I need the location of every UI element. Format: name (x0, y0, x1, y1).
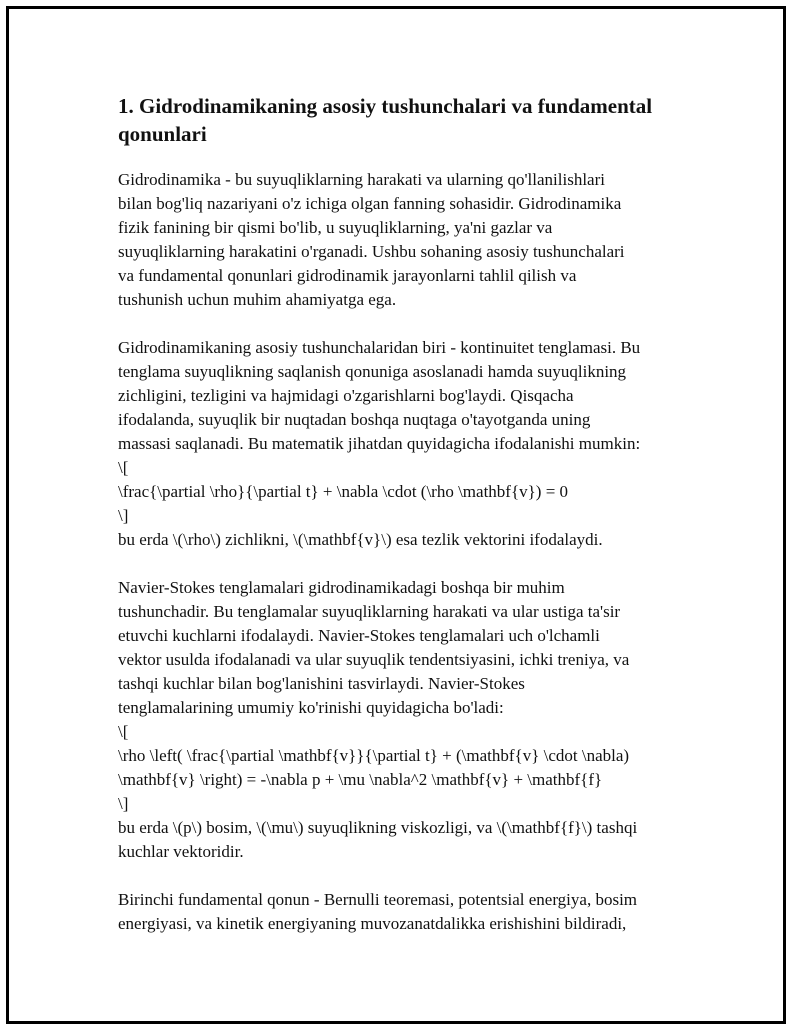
text-line: bu erda \(\rho\) zichlikni, \(\mathbf{v}\) esa tezlik vektorini ifodalaydi. (118, 530, 603, 549)
text-line: kuchlar vektoridir. (118, 842, 244, 861)
text-line: energiyasi, va kinetik energiyaning muvozanatdalikka erishishini bildiradi, (118, 914, 627, 933)
paragraph-navier-stokes (118, 576, 692, 864)
paragraph-bernoulli (118, 888, 692, 936)
text-line: Gidrodinamikaning asosiy tushunchalaridan biri - kontinuitet tenglamasi. Bu (118, 338, 641, 357)
heading-line: qonunlari (118, 122, 207, 146)
equation-delimiter: \] (118, 506, 129, 525)
text-line: Birinchi fundamental qonun - Bernulli teoremasi, potentsial energiya, bosim (118, 890, 638, 909)
equation-delimiter: \[ (118, 458, 129, 477)
text-line: tenglama suyuqlikning saqlanish qonuniga asoslanadi hamda suyuqlikning (118, 362, 627, 381)
text-line: bu erda \(p\) bosim, \(\mu\) suyuqlikning viskozligi, va \(\mathbf{f}\) tashqi (118, 818, 638, 837)
text-line: tushunchadir. Bu tenglamalar suyuqliklarning harakati va ular ustiga ta'sir (118, 602, 621, 621)
text-line: va fundamental qonunlari gidrodinamik jarayonlarni tahlil qilish va (118, 266, 577, 285)
text-line: massasi saqlanadi. Bu matematik jihatdan quyidagicha ifodalanishi mumkin: (118, 434, 641, 453)
text-line: vektor usulda ifodalanadi va ular suyuqlik tendentsiyasini, ichki treniya, va (118, 650, 630, 669)
text-line: fizik fanining bir qismi bo'lib, u suyuqliklarning, ya'ni gazlar va (118, 218, 553, 237)
equation-line: \mathbf{v} \right) = -\nabla p + \mu \nabla^2 \mathbf{v} + \mathbf{f} (118, 770, 603, 789)
document-body (118, 92, 692, 960)
section-heading (118, 92, 692, 148)
text-line: tushunish uchun muhim ahamiyatga ega. (118, 290, 397, 309)
text-line: ifodalanda, suyuqlik bir nuqtadan boshqa nuqtaga o'tayotganda uning (118, 410, 591, 429)
paragraph-continuity (118, 336, 692, 552)
text-line: Navier-Stokes tenglamalari gidrodinamikadagi boshqa bir muhim (118, 578, 565, 597)
paragraph-intro (118, 168, 692, 312)
text-line: bilan bog'liq nazariyani o'z ichiga olgan fanning sohasidir. Gidrodinamika (118, 194, 622, 213)
equation-line: \rho \left( \frac{\partial \mathbf{v}}{\partial t} + (\mathbf{v} \cdot \nabla) (118, 746, 630, 765)
heading-line: 1. Gidrodinamikaning asosiy tushunchalari va fundamental (118, 94, 653, 118)
equation-delimiter: \[ (118, 722, 129, 741)
text-line: zichligini, tezligini va hajmidagi o'zgarishlarni bog'laydi. Qisqacha (118, 386, 574, 405)
text-line: etuvchi kuchlarni ifodalaydi. Navier-Stokes tenglamalari uch o'lchamli (118, 626, 600, 645)
text-line: tashqi kuchlar bilan bog'lanishini tasvirlaydi. Navier-Stokes (118, 674, 525, 693)
equation-delimiter: \] (118, 794, 129, 813)
text-line: Gidrodinamika - bu suyuqliklarning harakati va ularning qo'llanilishlari (118, 170, 605, 189)
equation-line: \frac{\partial \rho}{\partial t} + \nabla \cdot (\rho \mathbf{v}) = 0 (118, 482, 569, 501)
text-line: tenglamalarining umumiy ko'rinishi quyidagicha bo'ladi: (118, 698, 504, 717)
text-line: suyuqliklarning harakatini o'rganadi. Ushbu sohaning asosiy tushunchalari (118, 242, 625, 261)
